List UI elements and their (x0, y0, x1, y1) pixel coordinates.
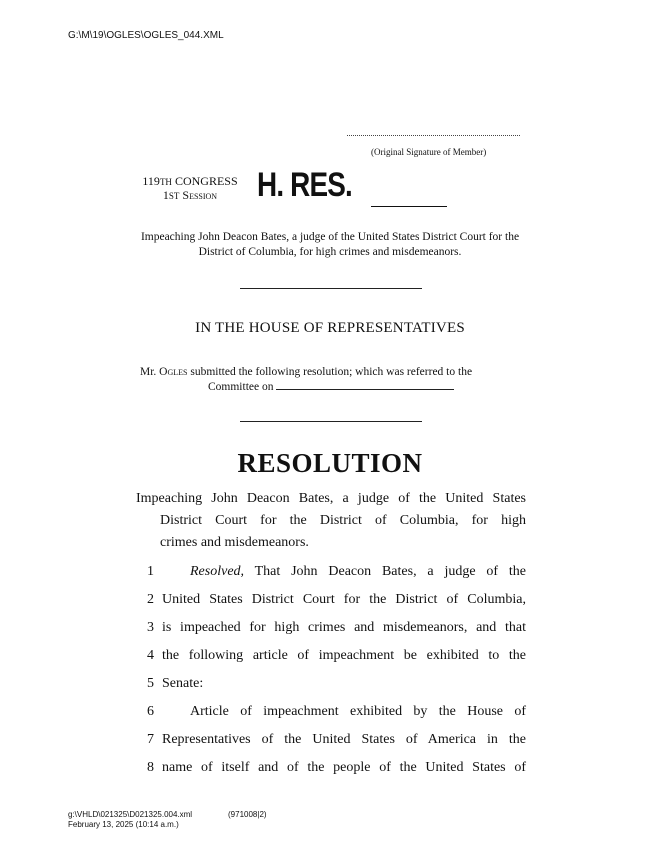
submission-statement (140, 365, 520, 395)
line-text: is impeached for high crimes and misdemeanors, and that (162, 620, 526, 635)
session-number-suffix: ST (168, 191, 180, 201)
congress-number-suffix: TH (159, 177, 172, 187)
session-number: 1 (162, 188, 169, 202)
divider-rule (240, 288, 422, 289)
footer-file-path: g:\VHLD\021325\D021325.004.xml (68, 810, 193, 819)
bill-number-blank (371, 206, 447, 207)
line-number: 2 (147, 592, 154, 607)
line-number: 6 (147, 704, 154, 719)
line-text: Senate: (162, 676, 204, 691)
congress-word: CONGRESS (171, 174, 238, 188)
member-name: Ogles (159, 366, 188, 378)
signature-caption: (Original Signature of Member) (371, 147, 487, 157)
line-text: United States District Court for the District of Columbia, (162, 592, 526, 607)
body-line (140, 732, 526, 760)
body-line (140, 760, 526, 788)
line-number: 8 (147, 760, 154, 775)
long-title-line: Impeaching John Deacon Bates, a judge of the United States (136, 491, 526, 506)
line-text: the following article of impeachment be exhibited to the (162, 648, 526, 663)
committee-blank (276, 381, 454, 390)
body-line (140, 592, 526, 620)
line-number: 3 (147, 620, 154, 635)
session-line (134, 189, 246, 203)
line-number: 4 (147, 648, 154, 663)
line-text: Representatives of the United States of America in the (162, 732, 526, 747)
bill-type-heading: H. RES. (257, 166, 352, 204)
body-line (140, 620, 526, 648)
line-text: Article of impeachment exhibited by the House of (190, 704, 526, 719)
committee-prefix: Committee on (208, 381, 277, 393)
line-number: 7 (147, 732, 154, 747)
submission-line-2 (140, 380, 520, 395)
divider-rule (240, 421, 422, 422)
line-text: name of itself and of the people of the United States of (162, 760, 526, 775)
long-title-line: crimes and misdemeanors. (160, 535, 309, 550)
line-number: 1 (147, 564, 154, 579)
congress-session-block (134, 175, 246, 203)
body-line (140, 676, 526, 704)
congress-number: 119 (142, 174, 160, 188)
resolution-heading: RESOLUTION (237, 448, 423, 478)
footer-date: February 13, 2025 (10:14 a.m.) (68, 820, 179, 829)
submission-line-1 (140, 365, 520, 380)
footer-code: (971008|2) (228, 810, 267, 819)
body-line (140, 704, 526, 732)
resolved-clause: Resolved, (190, 564, 245, 579)
line-number: 5 (147, 676, 154, 691)
congress-line (134, 175, 246, 189)
submission-text: submitted the following resolution; which was referred to the (187, 366, 473, 378)
chamber-heading: IN THE HOUSE OF REPRESENTATIVES (195, 320, 465, 336)
body-line (140, 648, 526, 676)
session-word: Session (179, 188, 218, 202)
long-title (136, 488, 526, 554)
member-prefix: Mr. (140, 366, 160, 378)
long-title-line: District Court for the District of Columbia, for high (160, 513, 526, 528)
signature-line (347, 135, 520, 136)
line-text (190, 564, 526, 580)
line-text-rest: That John Deacon Bates, a judge of the (244, 564, 526, 579)
file-path: G:\M\19\OGLES\OGLES_044.XML (68, 30, 224, 41)
body-line (140, 564, 526, 592)
short-title: Impeaching John Deacon Bates, a judge of the United States District Court for the District of Columbia, for high crimes and misdemeanors. (140, 231, 520, 258)
